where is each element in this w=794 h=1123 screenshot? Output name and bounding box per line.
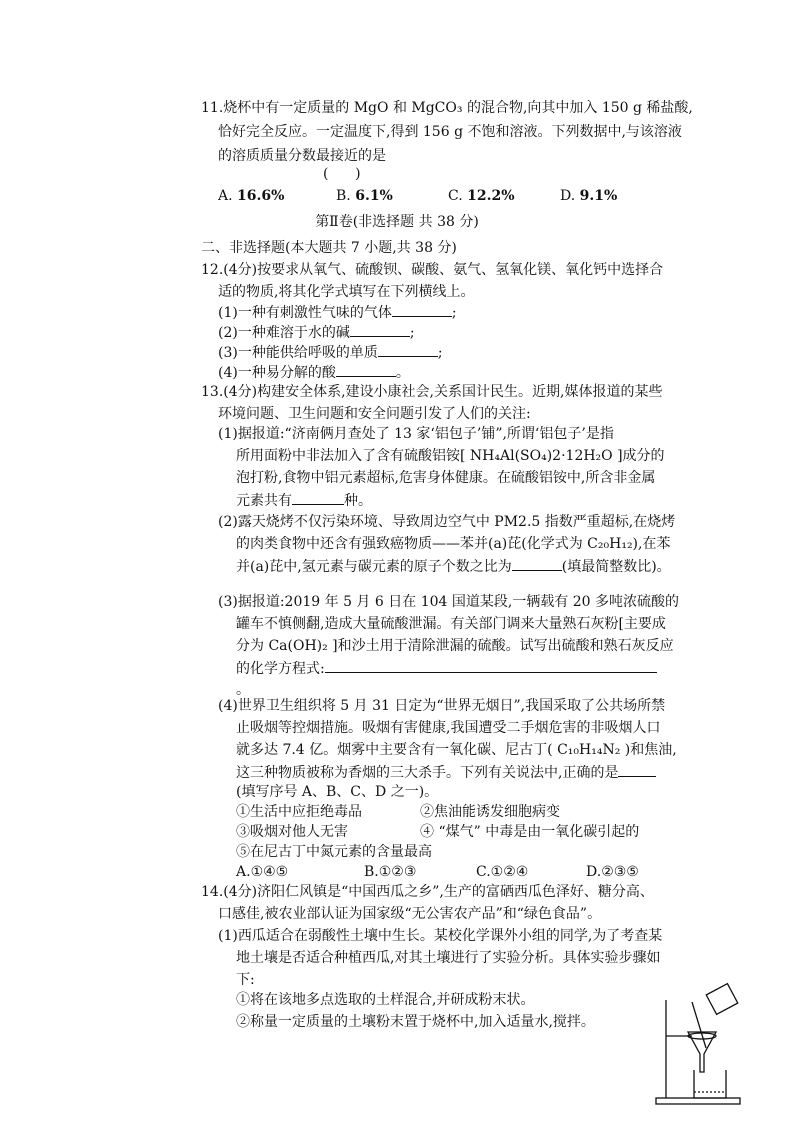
q14-p1-line-2: 地土壤是否适合种植西瓜,对其土壤进行了实验分析。具体实验步骤如 [236,950,661,966]
section-title: 第Ⅱ卷(非选择题 共 38 分) [315,214,479,230]
q11-line-2: 恰好完全反应。一定温度下,得到 156 g 不饱和溶液。下列数据中,与该溶液 [218,124,682,140]
item-end: ; [409,325,415,341]
q13-p4-line-4 [236,762,656,782]
answer-blank[interactable] [350,322,410,337]
text-segment: 并(a)芘中,氢元素与碳元素的原子个数之比为 [236,559,512,575]
text-segment: 种。 [344,493,372,509]
q13-p1-line-3: 泡打粉,食物中铝元素超标,危害身体健康。在硫酸铝铵中,所含非金属 [236,470,656,486]
stand-base [656,1098,740,1104]
q13-line-1: 13.(4分)构建安全体系,建设小康社会,关系国计民生。近期,媒体报道的某些 [201,384,663,400]
q13-option-a [236,862,288,882]
option-value: 6.1% [355,188,393,204]
q14-p1-line-3: 下: [236,972,255,988]
item-text: (4)一种易分解的酸 [218,365,336,381]
answer-blank[interactable] [292,490,344,505]
answer-blank[interactable] [512,556,562,571]
q11-option-d [560,186,617,206]
q13-line-2: 环境问题、卫生问题和安全问题引发了人们的关注: [218,406,531,422]
option-value: ②③⑤ [601,864,639,880]
q13-statement-4: ④ “煤气” 中毒是由一氧化碳引起的 [420,824,640,840]
q13-option-d [586,862,639,882]
answer-blank[interactable] [392,302,452,317]
option-label: B. [364,864,379,880]
option-value: 16.6% [237,188,285,204]
item-text: (1)一种有刺激性气味的气体 [218,305,392,321]
option-value: 12.2% [467,188,515,204]
q14-p1-line-5: ②称量一定质量的土壤粉末置于烧杯中,加入适量水,搅拌。 [236,1014,595,1030]
option-label: C. [448,188,463,204]
section-header: 二、非选择题(本大题共 7 小题,共 38 分) [201,240,457,256]
q14-line-2: 口感佳,被农业部认证为国家级“无公害农产品”和“绿色食品”。 [218,906,602,922]
option-label: D. [586,864,602,880]
q12-item-3 [218,342,443,362]
pouring-beaker [706,984,738,1015]
q13-p3-line-3: 分为 Ca(OH)₂ ]和沙土用于清除泄漏的硫酸。试写出硫酸和熟石灰反应 [236,638,674,654]
q13-p3-line-4 [236,658,657,678]
q13-statement-1: ①生活中应拒绝毒品 [236,804,362,820]
q13-p2-line-2: 的肉类食物中还含有强致癌物质——苯并(a)芘(化学式为 C₂₀H₁₂),在苯 [236,536,671,552]
item-text: (3)一种能供给呼吸的单质 [218,345,378,361]
option-label: B. [336,188,351,204]
q14-p1-line-1: (1)西瓜适合在弱酸性土壤中生长。某校化学课外小组的同学,为了考查某 [218,928,663,944]
text-segment: (填最简整数比)。 [561,559,671,575]
item-text: (2)一种难溶于水的碱 [218,325,350,341]
q13-p4-line-1: (4)世界卫生组织将 5 月 31 日定为“世界无烟日”,我国采取了公共场所禁 [218,698,666,714]
q12-line-1: 12.(4分)按要求从氧气、硫酸钡、碳酸、氨气、氢氧化镁、氧化钙中选择合 [201,262,664,278]
glass-rod [692,1002,706,1048]
filtration-apparatus-illustration [648,980,744,1108]
q11-answer-paren: ( ) [323,166,361,182]
q11-option-c [448,186,515,206]
q13-statement-3: ③吸烟对他人无害 [236,824,348,840]
q13-p3-line-1: (3)据报道:2019 年 5 月 6 日在 104 国道某段,一辆载有 20 多吨浓硫酸的 [218,594,680,610]
q13-p1-line-4 [236,490,372,510]
q12-item-2 [218,322,415,342]
answer-blank[interactable] [325,658,657,673]
receiving-beaker [694,1070,726,1098]
q11-option-b [336,186,393,206]
q13-p2-line-1: (2)露天烧烤不仅污染环境、导致周边空气中 PM2.5 指数严重超标,在烧烤 [218,514,676,530]
item-end: 。 [395,365,410,381]
q13-p1-line-2: 所用面粉中非法加入了含有硫酸铝铵[ NH₄Al(SO₄)2·12H₂O ]成分的 [236,448,665,464]
q11-option-a [218,186,284,206]
option-value: 9.1% [579,188,618,204]
q13-p4-line-3: 就多达 7.4 亿。烟雾中主要含有一氧化碳、尼古丁( C₁₀H₁₄N₂ )和焦油, [236,742,677,758]
text-segment: 元素共有 [236,493,292,509]
q12-item-1 [218,302,457,322]
item-end: ; [437,345,443,361]
option-value: ①②④ [490,864,529,880]
option-label: C. [476,864,491,880]
q11-line-1: 11.烧杯中有一定质量的 MgO 和 MgCO₃ 的混合物,向其中加入 150 g 稀盐酸, [201,100,693,116]
q12-line-2: 适的物质,将其化学式填写在下列横线上。 [218,284,475,300]
q13-option-b [364,862,416,882]
answer-blank[interactable] [336,362,396,377]
q13-p4-line-5: (填写序号 A、B、C、D 之一)。 [236,784,439,800]
answer-blank[interactable] [378,342,438,357]
q13-p3-line-5: 。 [236,682,250,698]
q13-p1-line-1: (1)据报道:“济南俩月查处了 13 家‘铝包子’铺”,所谓‘铝包子’是指 [218,426,614,442]
option-value: ①②③ [378,864,417,880]
text-segment: 这三种物质被称为香烟的三大杀手。下列有关说法中,正确的是 [236,765,619,781]
q13-p4-line-2: 止吸烟等控烟措施。吸烟有害健康,我国遭受二手烟危害的非吸烟人口 [236,720,661,736]
q12-item-4 [218,362,410,382]
q14-line-1: 14.(4分)济阳仁风镇是“中国西瓜之乡”,生产的富硒西瓜色泽好、糖分高、 [201,884,654,900]
option-value: ①④⑤ [250,864,289,880]
q13-statement-5: ⑤在尼古丁中氮元素的含量最高 [236,844,432,860]
q11-line-3: 的溶质质量分数最接近的是 [218,148,386,164]
option-label: D. [560,188,576,204]
option-label: A. [218,188,233,204]
text-segment: 的化学方程式: [236,661,325,677]
q13-p3-line-2: 罐车不慎侧翻,造成大量硫酸泄漏。有关部门调来大量熟石灰粉[主要成 [236,616,666,632]
answer-blank[interactable] [618,762,656,777]
q14-p1-line-4: ①将在该地多点选取的土样混合,并研成粉末状。 [236,992,535,1008]
q13-statement-2: ②焦油能诱发细胞病变 [420,804,560,820]
option-label: A. [236,864,251,880]
q13-option-c [476,862,528,882]
q13-p2-line-3 [236,556,671,576]
item-end: ; [451,305,457,321]
